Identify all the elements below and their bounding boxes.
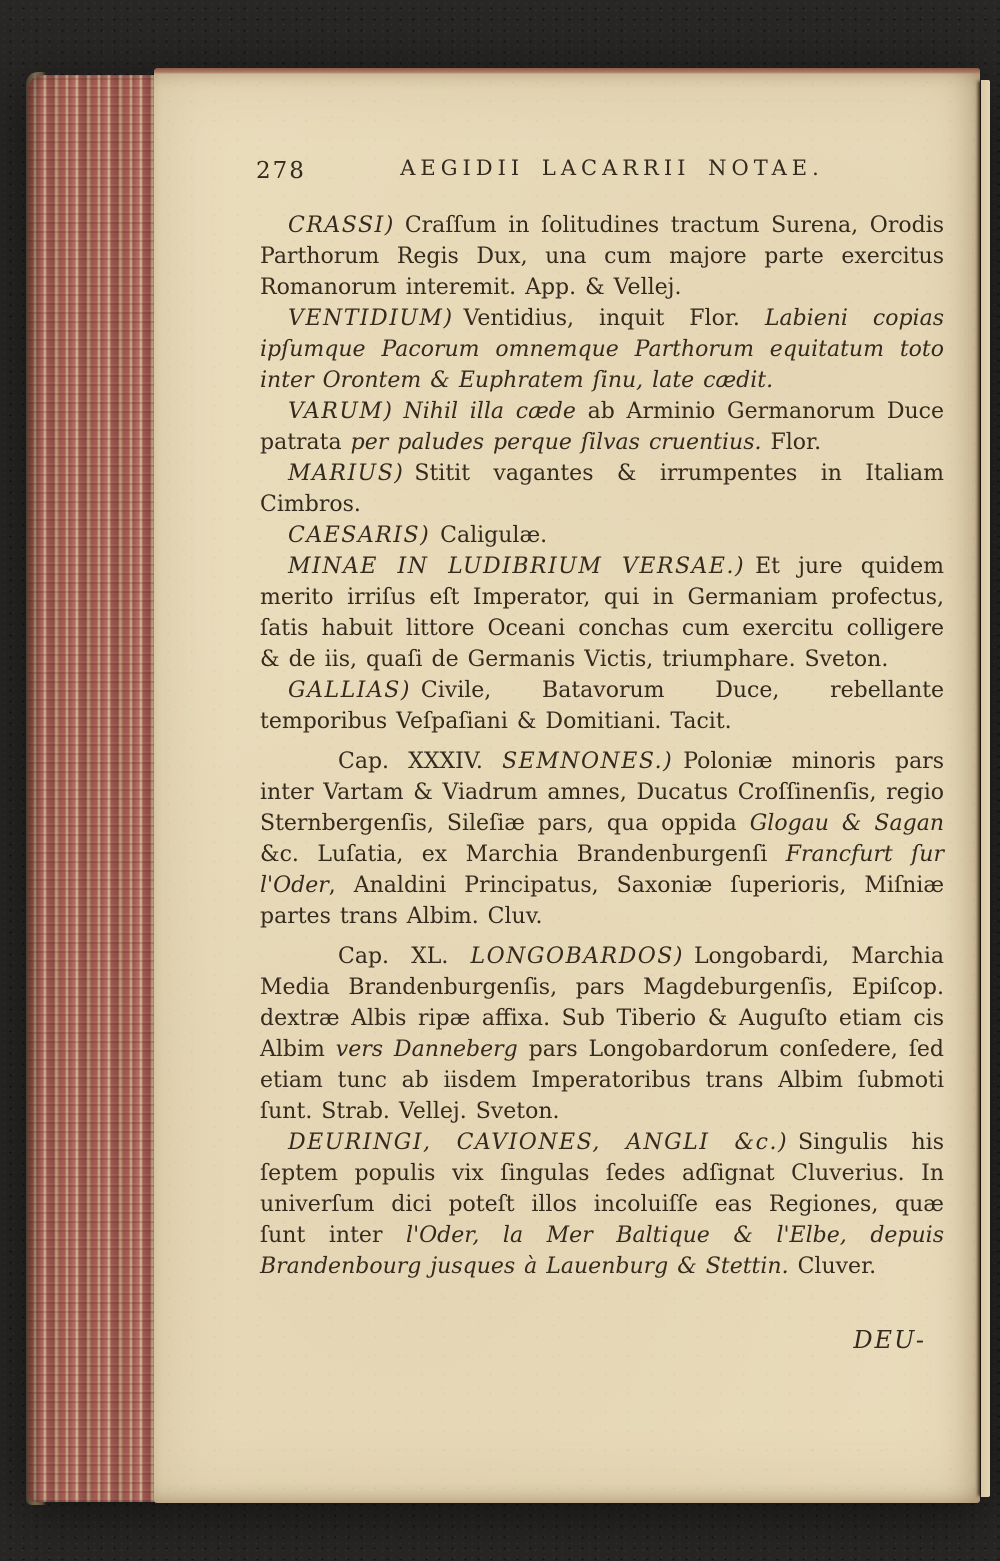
text-segment: Stitit vagantes & irrumpentes in Italiam Cimbros. <box>260 461 944 517</box>
entry-lead-word: VENTIDIUM) <box>288 306 454 331</box>
entry-lead-word: DEURINGI, CAVIONES, ANGLI &c.) <box>288 1130 789 1155</box>
paragraph <box>260 941 944 1127</box>
text-segment: Nihil illa cæde <box>403 399 576 424</box>
entry-lead-word: LONGOBARDOS) <box>470 944 684 969</box>
paragraph <box>260 1127 944 1282</box>
paragraph <box>260 458 944 520</box>
page-number: 278 <box>256 158 306 184</box>
page-text <box>260 210 944 1282</box>
text-segment: vers Danneberg <box>335 1037 518 1062</box>
paragraph <box>260 303 944 396</box>
text-segment: Singulis his ſeptem populis vix ſingulas ſedes adſignat Cluverius. In univerſum dici poteſt illos incoluiſſe eas Regiones, quæ ſunt inter <box>260 1130 944 1248</box>
text-segment: per paludes perque ſilvas cruentius. <box>350 430 762 455</box>
text-segment: Et jure quidem merito irriſus eſt Imperator, qui in Germaniam profectus, ſatis habuit littore Oceani conchas cum exercitu colligere & de iis, quaſi de Germanis Victis, triumphare. Sveton. <box>260 554 944 672</box>
paragraph <box>260 396 944 458</box>
text-segment: ab Arminio Germanorum Duce patrata <box>260 399 945 455</box>
book-page <box>154 68 980 1503</box>
text-segment: Longobardi, Marchia Media Brandenburgenſis, pars Magdeburgenſis, Epiſcop. dextræ Albis ripæ affixa. Sub Tiberio & Auguſto etiam cis Albim <box>260 944 945 1062</box>
text-segment: Flor. <box>761 430 822 455</box>
catchword: DEU- <box>853 1326 926 1354</box>
text-segment: Glogau & Sagan <box>749 811 944 836</box>
underlying-page-edge <box>981 80 990 1497</box>
text-segment: Caligulæ. <box>440 523 548 548</box>
paragraph <box>260 675 944 737</box>
text-segment: Francfurt ſur l'Oder <box>260 842 944 898</box>
entry-lead-word: GALLIAS) <box>288 678 411 703</box>
text-segment: , Analdini Principatus, Saxoniæ ſuperioris, Miſniæ partes trans Albim. Cluv. <box>260 873 944 929</box>
text-segment: Cap. XXXIV. <box>338 749 503 774</box>
paragraph <box>260 210 944 303</box>
text-segment: Craſſum in ſolitudines tractum Surena, Orodis Parthorum Regis Dux, una cum majore parte exercitus Romanorum interemit. App. & Vellej. <box>260 213 944 300</box>
entry-lead-word: CAESARIS) <box>288 523 431 548</box>
running-title: AEGIDII LACARRII NOTAE. <box>400 156 824 180</box>
entry-lead-word: MARIUS) <box>288 461 405 486</box>
text-segment: Poloniæ minoris pars inter Vartam & Viadrum amnes, Ducatus Croſſinenſis, regio Sternbergenſis, Sileſiæ pars, qua oppida <box>260 749 944 836</box>
text-segment: Labieni copias ipſumque Pacorum omnemque Parthorum equitatum toto inter Orontem & Euphratem ſinu, late cædit. <box>260 306 944 393</box>
paragraph <box>260 520 944 551</box>
text-segment: Cluver. <box>788 1254 877 1279</box>
paragraph <box>260 551 944 675</box>
text-segment: Civile, Batavorum Duce, rebellante temporibus Veſpaſiani & Domitiani. Tacit. <box>260 678 944 734</box>
text-segment: Cap. XL. <box>338 944 471 969</box>
red-stained-page-edges <box>28 75 162 1502</box>
text-segment: Ventidius, inquit Flor. <box>463 306 765 331</box>
paragraph <box>260 746 944 932</box>
text-segment: &c. Luſatia, ex Marchia Brandenburgenſi <box>260 842 786 867</box>
page-header <box>256 156 944 188</box>
entry-lead-word: VARUM) <box>288 399 394 424</box>
text-segment: pars Longobardorum conſedere, ſed etiam tunc ab iisdem Imperatoribus trans Albim ſubmoti ſunt. Strab. Vellej. Sveton. <box>260 1037 944 1124</box>
entry-lead-word: SEMNONES.) <box>502 749 674 774</box>
entry-lead-word: CRASSI) <box>288 213 395 238</box>
book <box>28 68 990 1505</box>
text-segment: l'Oder, la Mer Baltique & l'Elbe, depuis Brandenbourg jusques à Lauenburg & Stettin. <box>260 1223 944 1279</box>
entry-lead-word: MINAE IN LUDIBRIUM VERSAE.) <box>288 554 746 579</box>
